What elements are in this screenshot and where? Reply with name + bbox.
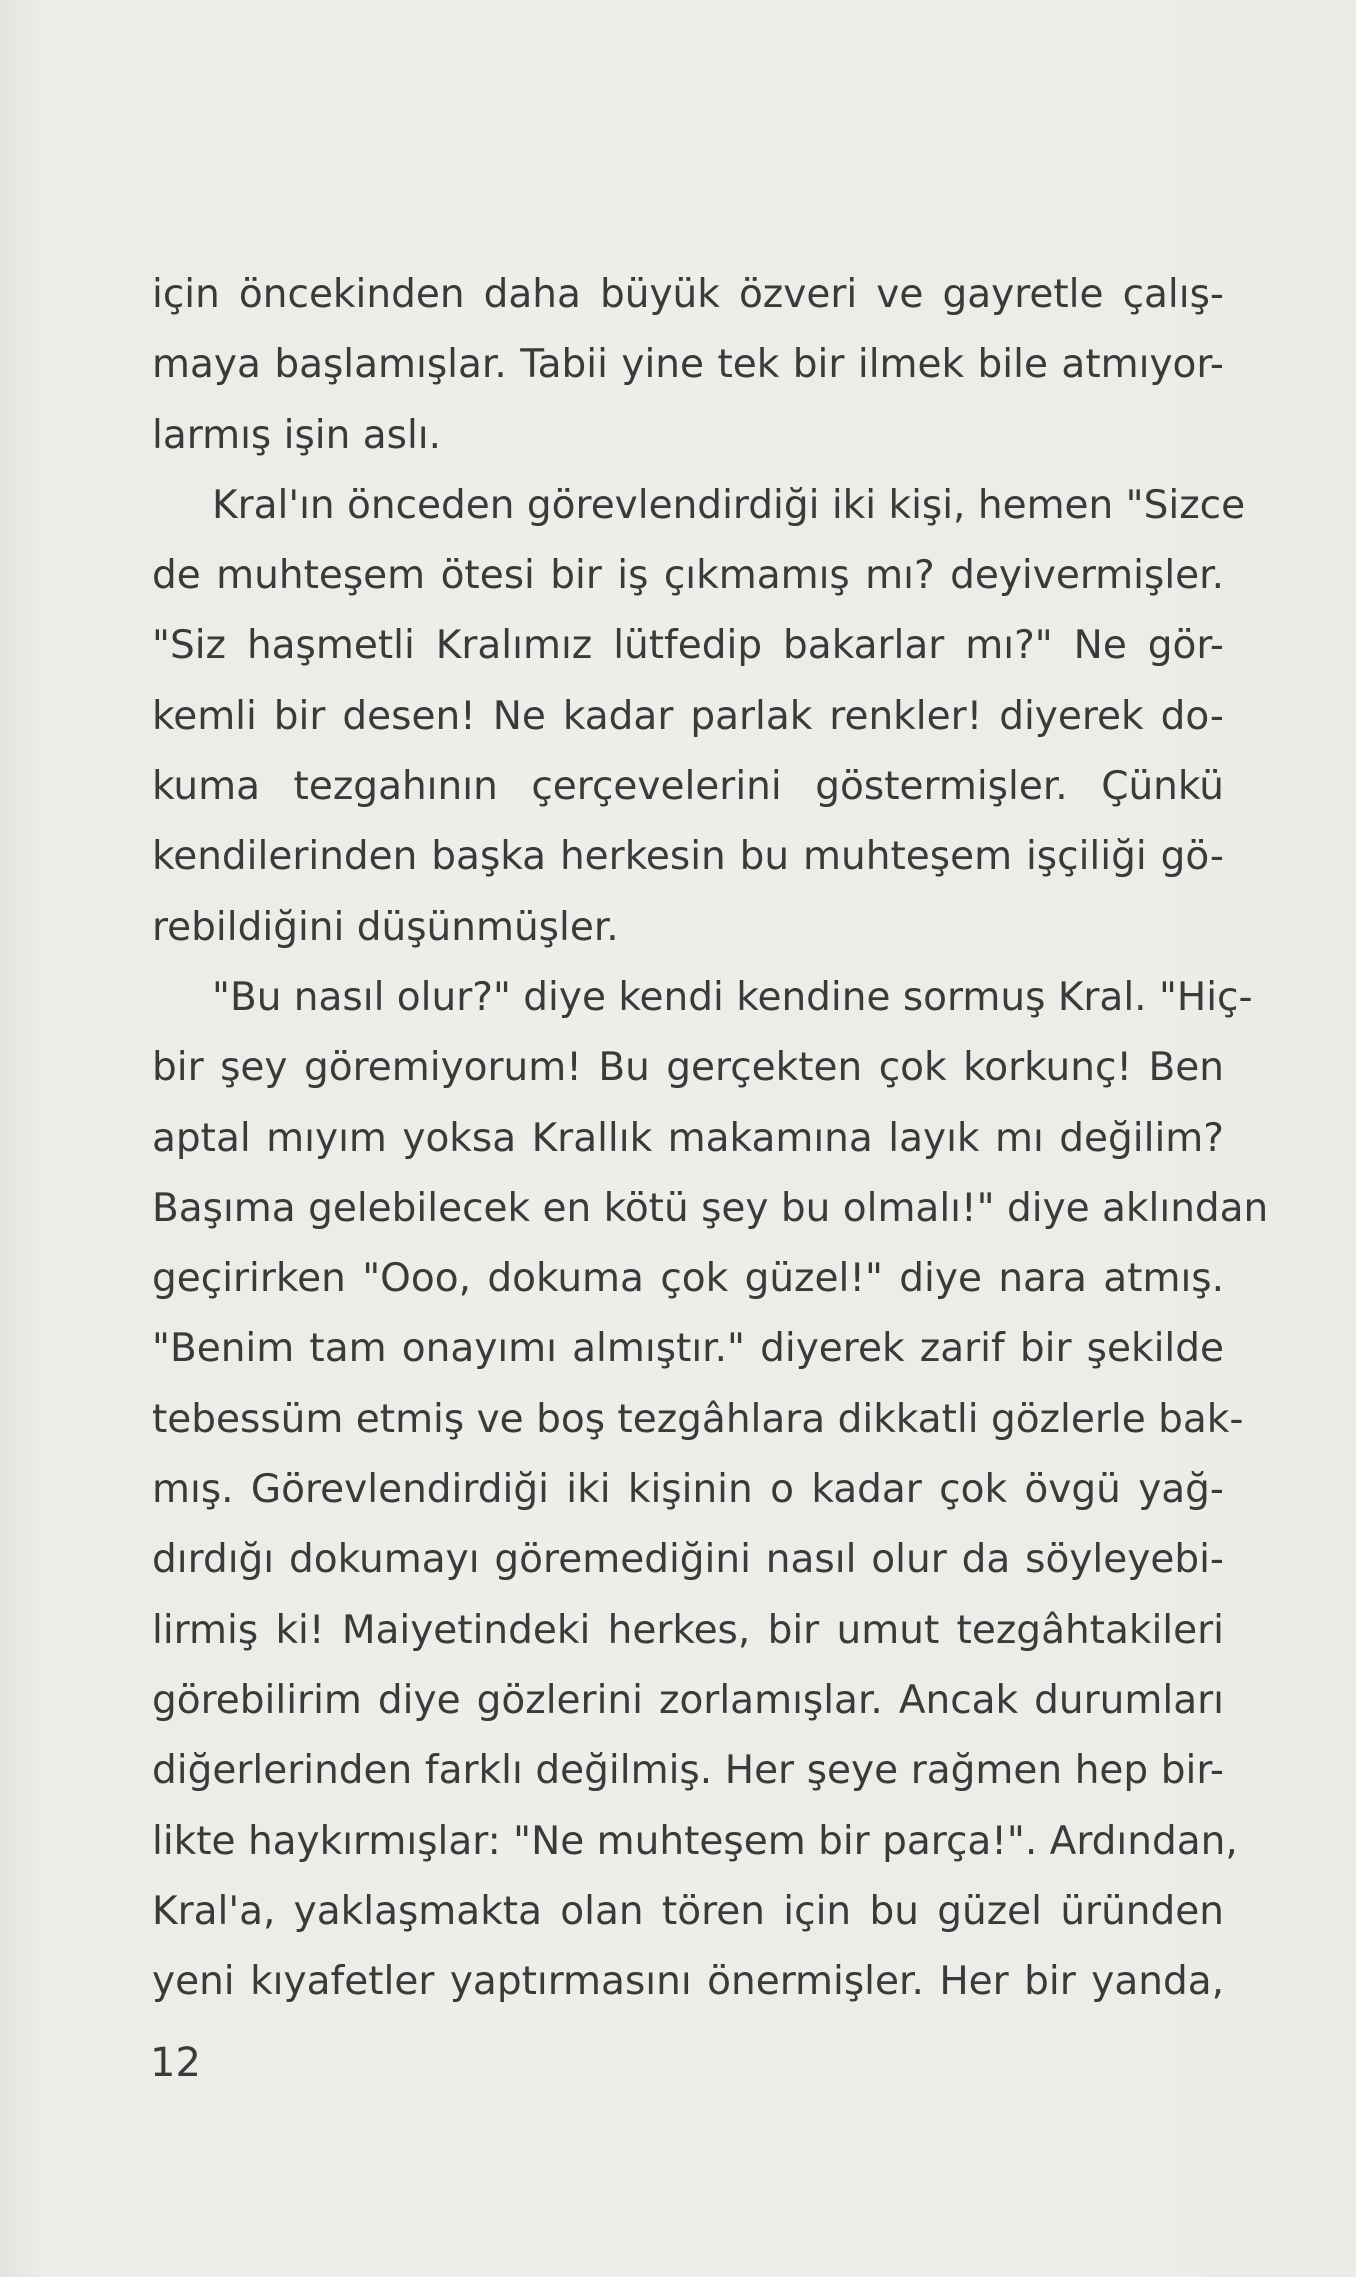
- page-number: 12: [150, 2040, 201, 2086]
- text-line: dırdığı dokumayı göremediğini nasıl olur da söyleyebi-: [152, 1537, 1224, 1583]
- text-line: "Siz haşmetli Kralımız lütfedip bakarlar mı?" Ne gör-: [152, 623, 1224, 669]
- text-line: lirmiş ki! Maiyetindeki herkes, bir umut tezgâhtakileri: [152, 1607, 1224, 1653]
- body-text: [152, 260, 1269, 2017]
- text-line: bir şey göremiyorum! Bu gerçekten çok korkunç! Ben: [152, 1045, 1224, 1091]
- text-line: geçirirken "Ooo, dokuma çok güzel!" diye nara atmış.: [152, 1256, 1224, 1302]
- text-line: Başıma gelebilecek en kötü şey bu olmalı!" diye aklından: [152, 1185, 1269, 1231]
- text-line: kuma tezgahının çerçevelerini göstermişler. Çünkü: [152, 764, 1224, 810]
- text-line: tebessüm etmiş ve boş tezgâhlara dikkatli gözlerle bak-: [152, 1396, 1244, 1442]
- paragraph-start-line: "Bu nasıl olur?" diye kendi kendine sormuş Kral. "Hiç-: [212, 974, 1253, 1020]
- text-line: diğerlerinden farklı değilmiş. Her şeye rağmen hep bir-: [152, 1748, 1224, 1794]
- text-line: yeni kıyafetler yaptırmasını önermişler. Her bir yanda,: [152, 1959, 1224, 2005]
- text-line: görebilirim diye gözlerini zorlamışlar. Ancak durumları: [152, 1677, 1224, 1723]
- paragraph-start-line: Kral'ın önceden görevlendirdiği iki kişi, hemen "Sizce: [212, 482, 1246, 528]
- text-line: Kral'a, yaklaşmakta olan tören için bu güzel üründen: [152, 1888, 1224, 1934]
- text-line: rebildiğini düşünmüşler.: [152, 904, 619, 950]
- text-line: "Benim tam onayımı almıştır." diyerek zarif bir şekilde: [152, 1326, 1224, 1372]
- text-line: için öncekinden daha büyük özveri ve gayretle çalış-: [152, 272, 1224, 317]
- text-line: likte haykırmışlar: "Ne muhteşem bir parça!". Ardından,: [152, 1818, 1238, 1864]
- text-line: mış. Görevlendirdiği iki kişinin o kadar çok övgü yağ-: [152, 1467, 1224, 1513]
- text-line: larmış işin aslı.: [152, 412, 442, 458]
- text-line: kemli bir desen! Ne kadar parlak renkler! diyerek do-: [152, 693, 1224, 739]
- text-line: kendilerinden başka herkesin bu muhteşem işçiliği gö-: [152, 834, 1224, 880]
- text-line: de muhteşem ötesi bir iş çıkmamış mı? deyivermişler.: [152, 553, 1224, 599]
- text-line: aptal mıyım yoksa Krallık makamına layık mı değilim?: [152, 1115, 1224, 1161]
- text-line: maya başlamışlar. Tabii yine tek bir ilmek bile atmıyor-: [152, 342, 1224, 388]
